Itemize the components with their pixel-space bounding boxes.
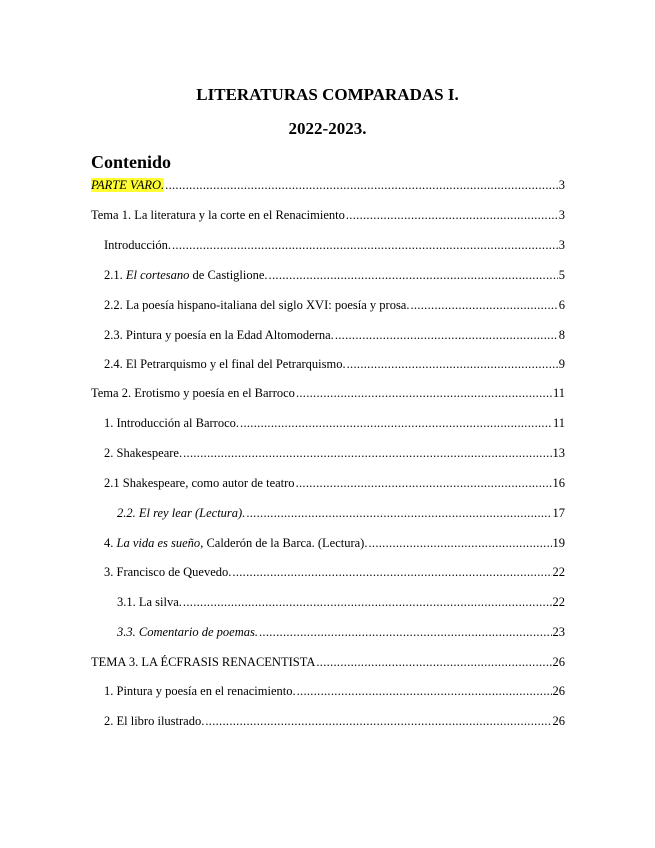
dot-leader (246, 505, 551, 521)
toc-entry-label: 2.3. Pintura y poesía en la Edad Altomoderna. (104, 328, 334, 342)
toc-page-number: 23 (552, 625, 565, 639)
dot-leader (183, 594, 552, 610)
toc-page-number: 3 (558, 208, 565, 222)
toc-page-number: 19 (552, 536, 565, 550)
toc-entry-parte-varo[interactable] (91, 177, 565, 193)
dot-leader (259, 624, 552, 640)
toc-page-number: 11 (552, 386, 565, 400)
toc-entry-label: 1. Pintura y poesía en el renacimiento. (104, 684, 296, 698)
toc-page-number: 26 (552, 655, 565, 669)
toc-page-number: 8 (558, 328, 565, 342)
dot-leader (296, 475, 552, 491)
toc-entry-2-3[interactable] (104, 327, 565, 343)
toc-page-number: 16 (552, 476, 565, 490)
dot-leader (232, 564, 551, 580)
toc-page-number: 22 (552, 595, 565, 609)
toc-entry-label: 2. Shakespeare. (104, 446, 183, 460)
toc-entry-2-2[interactable] (104, 297, 565, 313)
toc-entry-label: 2.1 Shakespeare, como autor de teatro (104, 476, 295, 490)
dot-leader (368, 535, 551, 551)
toc-page-number: 26 (552, 684, 565, 698)
toc-entry-label: 4. La vida es sueño, Calderón de la Barca. (Lectura). (104, 536, 368, 550)
toc-entry-introduccion[interactable] (104, 237, 565, 253)
dot-leader (410, 297, 557, 313)
highlighted-text: PARTE VARO. (91, 178, 165, 192)
toc-page-number: 22 (552, 565, 565, 579)
dot-leader (269, 267, 558, 283)
dot-leader (347, 356, 558, 372)
toc-page-number: 6 (558, 298, 565, 312)
toc-entry-tema-1[interactable] (91, 207, 565, 223)
toc-entry-label (91, 177, 164, 193)
toc-entry-label: Tema 1. La literatura y la corte en el Renacimiento (91, 208, 345, 222)
toc-page-number: 5 (558, 268, 565, 282)
document-year: 2022-2023. (288, 119, 367, 138)
toc-entry-label: 3.1. La silva. (117, 595, 182, 609)
toc-page-number: 17 (552, 506, 565, 520)
toc-entry-rey-lear[interactable] (117, 505, 565, 521)
dot-leader (346, 207, 558, 223)
dot-leader (205, 713, 551, 729)
toc-entry-comentario-poemas[interactable] (117, 624, 565, 640)
toc-entry-libro-ilustrado[interactable] (104, 713, 565, 729)
toc-entry-2-1[interactable] (104, 267, 565, 283)
toc-entry-tema-2[interactable] (91, 385, 565, 401)
dot-leader (335, 327, 558, 343)
toc-page-number: 3 (558, 238, 565, 252)
toc-page-number: 11 (552, 416, 565, 430)
toc-entry-quevedo[interactable] (104, 564, 565, 580)
dot-leader (316, 654, 551, 670)
toc-heading: Contenido (91, 152, 172, 172)
toc-page-number: 13 (552, 446, 565, 460)
toc-entry-label: 2.2. El rey lear (Lectura). (117, 506, 246, 520)
toc-entry-shakespeare-teatro[interactable] (104, 475, 565, 491)
dot-leader (240, 415, 552, 431)
dot-leader (172, 237, 558, 253)
toc-entry-label: 2. El libro ilustrado. (104, 714, 205, 728)
toc-entry-2-4[interactable] (104, 356, 565, 372)
toc-entry-label: 3.3. Comentario de poemas. (117, 625, 258, 639)
toc-entry-silva[interactable] (117, 594, 565, 610)
toc-entry-tema-3[interactable] (91, 654, 565, 670)
toc-entry-label: Tema 2. Erotismo y poesía en el Barroco (91, 386, 295, 400)
toc-entry-label: TEMA 3. LA ÉCFRASIS RENACENTISTA (91, 655, 316, 669)
toc-entry-label: 2.1. El cortesano de Castiglione. (104, 268, 268, 282)
toc-entry-label: 1. Introducción al Barroco. (104, 416, 240, 430)
dot-leader (297, 683, 552, 699)
toc-entry-label: 3. Francisco de Quevedo. (104, 565, 232, 579)
toc-entry-pintura-poesia[interactable] (104, 683, 565, 699)
toc-entry-label: 2.2. La poesía hispano-italiana del siglo XVI: poesía y prosa. (104, 298, 410, 312)
toc-entry-shakespeare[interactable] (104, 445, 565, 461)
dot-leader (165, 177, 558, 193)
toc-entry-label: 2.4. El Petrarquismo y el final del Petrarquismo. (104, 357, 346, 371)
toc-page-number: 9 (558, 357, 565, 371)
dot-leader (296, 385, 552, 401)
toc-entry-vida-es-sueno[interactable] (104, 535, 565, 551)
toc-page-number: 3 (558, 178, 565, 192)
document-title: LITERATURAS COMPARADAS I. (196, 85, 459, 104)
toc-entry-label: Introducción. (104, 238, 171, 252)
toc-entry-introduccion-barroco[interactable] (104, 415, 565, 431)
toc-page-number: 26 (552, 714, 565, 728)
dot-leader (183, 445, 551, 461)
